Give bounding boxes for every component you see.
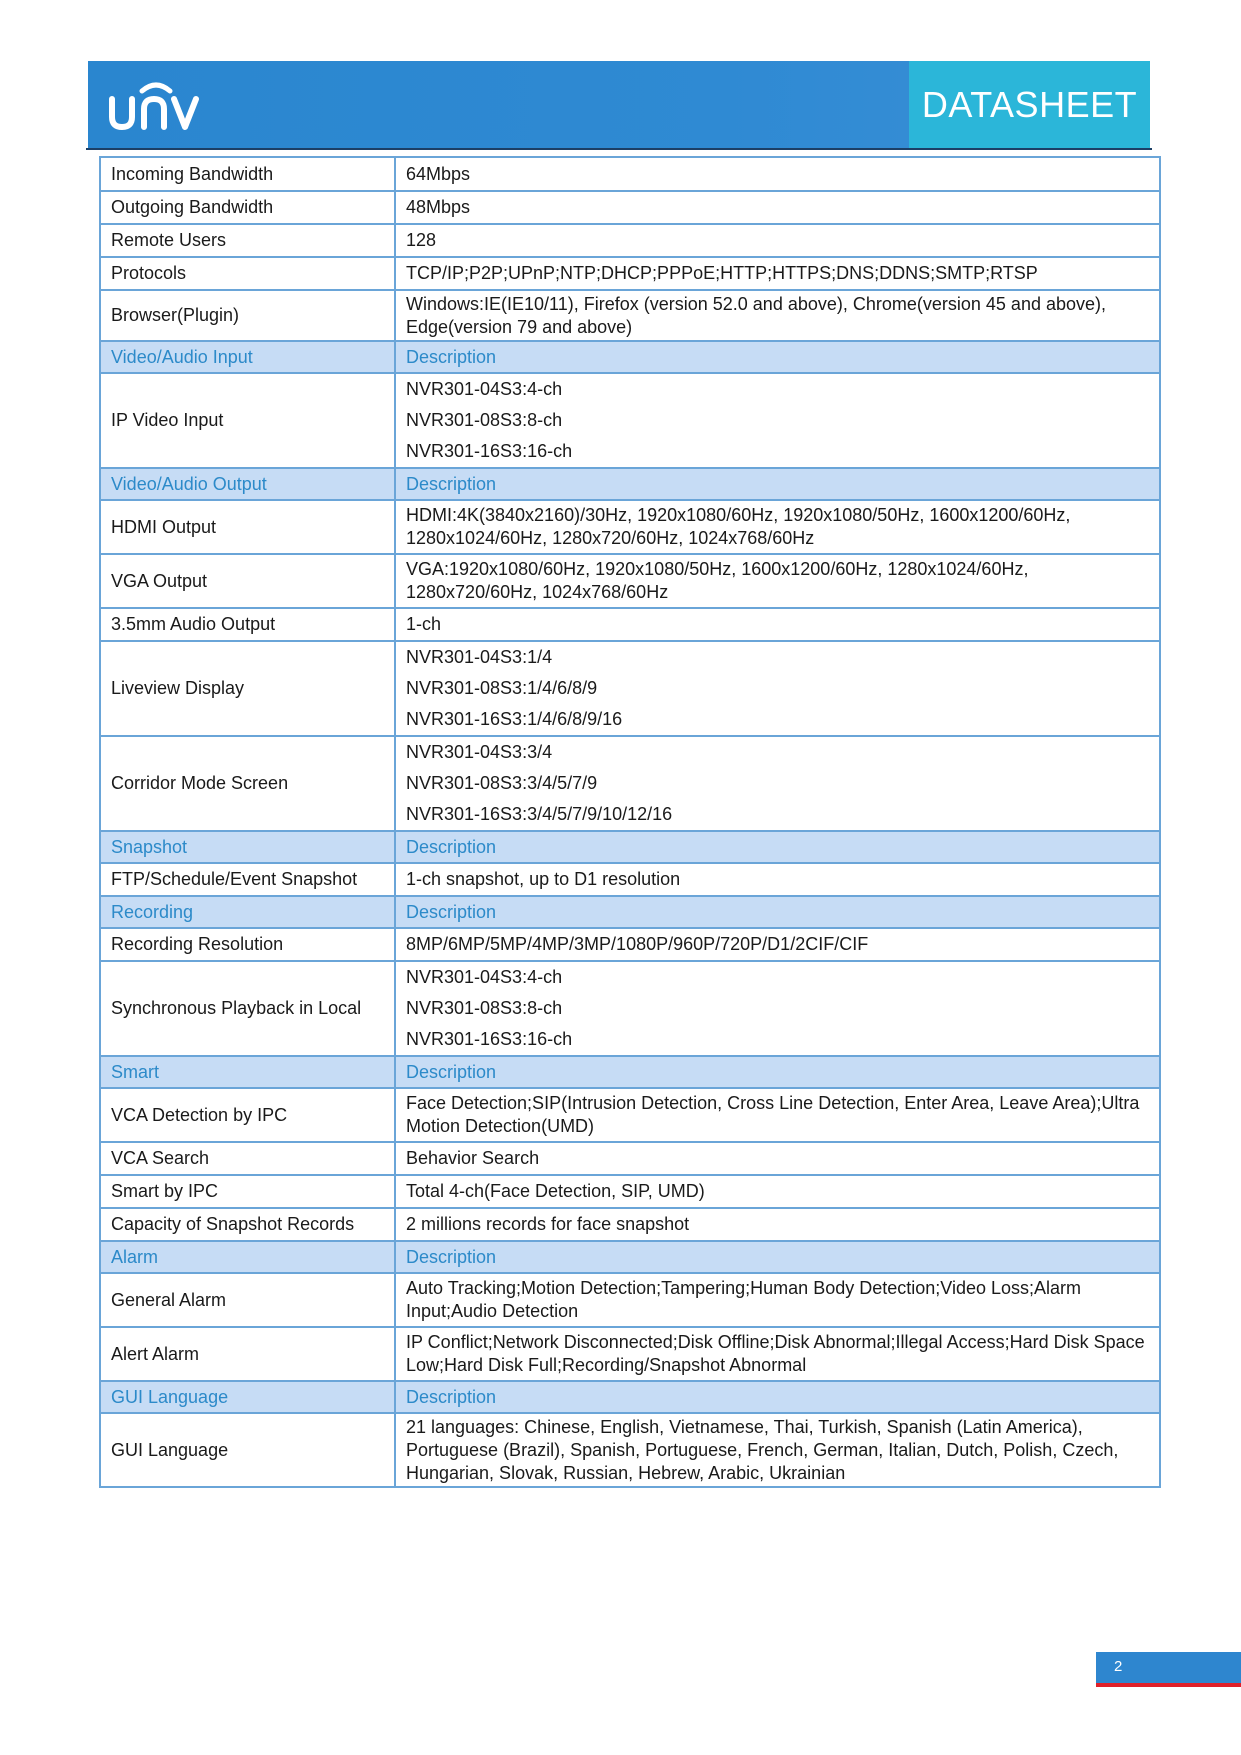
spec-value: Total 4-ch(Face Detection, SIP, UMD) (395, 1175, 1160, 1208)
spec-name: Protocols (100, 257, 395, 290)
spec-value-list (395, 641, 1160, 736)
spec-name: General Alarm (100, 1273, 395, 1327)
spec-value: 2 millions records for face snapshot (395, 1208, 1160, 1241)
section-header-row (100, 831, 1160, 863)
spec-row (100, 1142, 1160, 1175)
section-title: Recording (100, 896, 395, 928)
spec-value-line: NVR301-04S3:1/4 (406, 647, 553, 667)
spec-value: 64Mbps (395, 157, 1160, 191)
datasheet-label: DATASHEET (921, 84, 1138, 125)
spec-value-line: NVR301-16S3:16-ch (406, 441, 573, 461)
spec-name: Remote Users (100, 224, 395, 257)
footer-accent-line (1096, 1683, 1241, 1687)
spec-row (100, 1208, 1160, 1241)
spec-row (100, 641, 1160, 736)
spec-value: 128 (395, 224, 1160, 257)
section-title: GUI Language (100, 1381, 395, 1413)
section-description-label: Description (395, 1241, 1160, 1273)
spec-table (99, 156, 1161, 1488)
spec-row (100, 191, 1160, 224)
spec-value-line: NVR301-08S3:8-ch (406, 998, 563, 1018)
spec-value: 8MP/6MP/5MP/4MP/3MP/1080P/960P/720P/D1/2CIF/CIF (395, 928, 1160, 961)
spec-row (100, 554, 1160, 608)
spec-row (100, 257, 1160, 290)
spec-value-line: NVR301-04S3:3/4 (406, 742, 553, 762)
spec-value-list (395, 373, 1160, 468)
spec-value: 21 languages: Chinese, English, Vietnamese, Thai, Turkish, Spanish (Latin America), Portuguese (Brazil), Spanish, Portuguese, French, German, Italian, Dutch, Polish, Czech, Hungarian, Slovak, Russian, Hebrew, Arabic, Ukrainian (395, 1413, 1160, 1487)
spec-value: Auto Tracking;Motion Detection;Tampering;Human Body Detection;Video Loss;Alarm Input;Audio Detection (395, 1273, 1160, 1327)
spec-value-line: NVR301-16S3:16-ch (406, 1029, 573, 1049)
spec-value: HDMI:4K(3840x2160)/30Hz, 1920x1080/60Hz, 1920x1080/50Hz, 1600x1200/60Hz, 1280x1024/60Hz, 1280x720/60Hz, 1024x768/60Hz (395, 500, 1160, 554)
spec-value-line: NVR301-08S3:3/4/5/7/9 (406, 773, 598, 793)
section-description-label: Description (395, 831, 1160, 863)
spec-row (100, 500, 1160, 554)
spec-value-list (395, 961, 1160, 1056)
spec-value-line: NVR301-04S3:4-ch (406, 967, 563, 987)
section-header-row (100, 896, 1160, 928)
section-header-row (100, 1381, 1160, 1413)
spec-row (100, 961, 1160, 1056)
section-header-row (100, 468, 1160, 500)
section-description-label: Description (395, 1381, 1160, 1413)
spec-value: 1-ch snapshot, up to D1 resolution (395, 863, 1160, 896)
section-title: Video/Audio Output (100, 468, 395, 500)
spec-row (100, 1088, 1160, 1142)
spec-value-list (395, 736, 1160, 831)
spec-row (100, 1327, 1160, 1381)
spec-name: Browser(Plugin) (100, 290, 395, 341)
spec-name: IP Video Input (100, 373, 395, 468)
spec-name: Synchronous Playback in Local (100, 961, 395, 1056)
spec-row (100, 157, 1160, 191)
spec-name: Incoming Bandwidth (100, 157, 395, 191)
spec-value-line: NVR301-04S3:4-ch (406, 379, 563, 399)
spec-value: Behavior Search (395, 1142, 1160, 1175)
spec-name: GUI Language (100, 1413, 395, 1487)
section-description-label: Description (395, 896, 1160, 928)
page-number: 2 (1114, 1658, 1123, 1675)
spec-name: Capacity of Snapshot Records (100, 1208, 395, 1241)
spec-row (100, 224, 1160, 257)
spec-value: Windows:IE(IE10/11), Firefox (version 52.0 and above), Chrome(version 45 and above), Edge(version 79 and above) (395, 290, 1160, 341)
header-divider (86, 148, 1152, 150)
header-bar (88, 61, 1150, 149)
spec-row (100, 1175, 1160, 1208)
spec-value-line: NVR301-16S3:3/4/5/7/9/10/12/16 (406, 804, 673, 824)
section-title: Snapshot (100, 831, 395, 863)
section-title: Alarm (100, 1241, 395, 1273)
spec-name: HDMI Output (100, 500, 395, 554)
section-description-label: Description (395, 468, 1160, 500)
spec-row (100, 1413, 1160, 1487)
spec-value: VGA:1920x1080/60Hz, 1920x1080/50Hz, 1600x1200/60Hz, 1280x1024/60Hz, 1280x720/60Hz, 1024x768/60Hz (395, 554, 1160, 608)
spec-value-line: NVR301-08S3:1/4/6/8/9 (406, 678, 598, 698)
page-number-box (1096, 1652, 1241, 1683)
spec-row (100, 1273, 1160, 1327)
unv-logo (106, 77, 206, 133)
spec-name: Alert Alarm (100, 1327, 395, 1381)
section-description-label: Description (395, 341, 1160, 373)
spec-name: Outgoing Bandwidth (100, 191, 395, 224)
section-title: Smart (100, 1056, 395, 1088)
spec-name: FTP/Schedule/Event Snapshot (100, 863, 395, 896)
spec-name: 3.5mm Audio Output (100, 608, 395, 641)
datasheet-badge (909, 61, 1150, 149)
spec-value-line: NVR301-16S3:1/4/6/8/9/16 (406, 709, 623, 729)
spec-row (100, 608, 1160, 641)
spec-row (100, 863, 1160, 896)
spec-row (100, 373, 1160, 468)
spec-value: Face Detection;SIP(Intrusion Detection, Cross Line Detection, Enter Area, Leave Area);Ultra Motion Detection(UMD) (395, 1088, 1160, 1142)
spec-value: 48Mbps (395, 191, 1160, 224)
spec-name: VGA Output (100, 554, 395, 608)
spec-row (100, 290, 1160, 341)
spec-value-line: NVR301-08S3:8-ch (406, 410, 563, 430)
spec-name: Smart by IPC (100, 1175, 395, 1208)
spec-name: Corridor Mode Screen (100, 736, 395, 831)
spec-row (100, 736, 1160, 831)
spec-value: 1-ch (395, 608, 1160, 641)
spec-row (100, 928, 1160, 961)
section-title: Video/Audio Input (100, 341, 395, 373)
spec-name: VCA Detection by IPC (100, 1088, 395, 1142)
section-header-row (100, 1056, 1160, 1088)
spec-value: IP Conflict;Network Disconnected;Disk Offline;Disk Abnormal;Illegal Access;Hard Disk Space Low;Hard Disk Full;Recording/Snapshot Abnormal (395, 1327, 1160, 1381)
spec-name: Liveview Display (100, 641, 395, 736)
spec-name: VCA Search (100, 1142, 395, 1175)
spec-name: Recording Resolution (100, 928, 395, 961)
section-header-row (100, 1241, 1160, 1273)
spec-value: TCP/IP;P2P;UPnP;NTP;DHCP;PPPoE;HTTP;HTTPS;DNS;DDNS;SMTP;RTSP (395, 257, 1160, 290)
section-header-row (100, 341, 1160, 373)
section-description-label: Description (395, 1056, 1160, 1088)
